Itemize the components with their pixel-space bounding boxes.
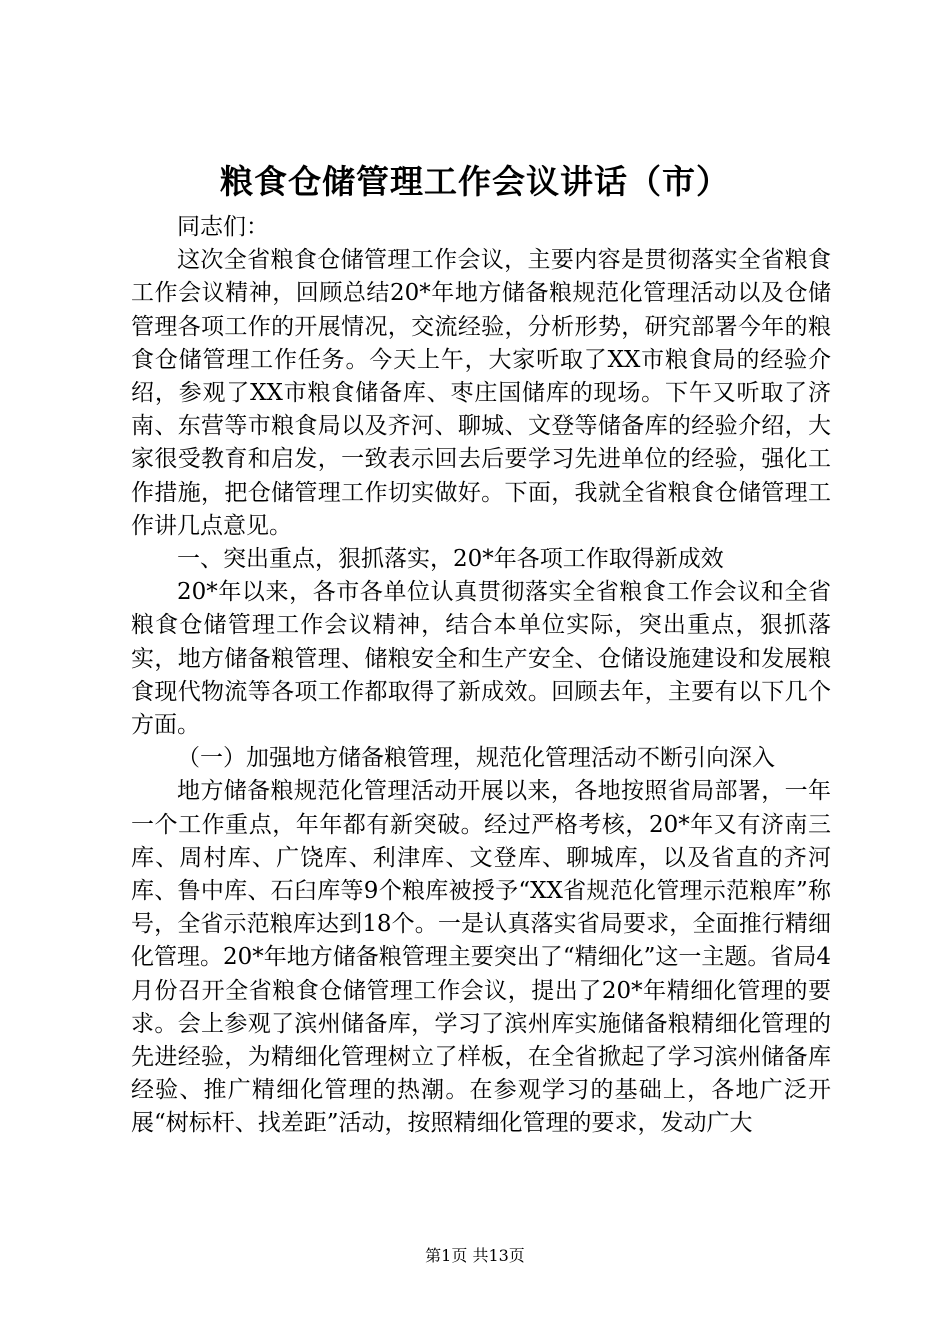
section-1-paragraph: 20*年以来，各市各单位认真贯彻落实全省粮食工作会议和全省粮食仓储管理工作会议精神，结合本单位实际，突出重点，狠抓落实，地方储备粮管理、储粮安全和生产安全、仓储设施建设和发展粮食现代物流等各项工作都取得了新成效。回顾去年，主要有以下几个方面。: [131, 579, 831, 739]
subsection-1-paragraph: 地方储备粮规范化管理活动开展以来，各地按照省局部署，一年一个工作重点，年年都有新突破。经过严格考核，20*年又有济南三库、周村库、广饶库、利津库、文登库、聊城库，以及省直的齐河库、鲁中库、石臼库等9个粮库被授予“XX省规范化管理示范粮库”称号，全省示范粮库达到18个。一是认真落实省局要求，全面推行精细化管理。20*年地方储备粮管理主要突出了“精细化”这一主题。省局4月份召开全省粮食仓储管理工作会议，提出了20*年精细化管理的要求。会上参观了滨州储备库，学习了滨州库实施储备粮精细化管理的先进经验，为精细化管理树立了样板，在全省掀起了学习滨州储备库经验、推广精细化管理的热潮。在参观学习的基础上，各地广泛开展“树标杆、找差距”活动，按照精细化管理的要求，发动广大: [131, 778, 831, 1137]
document-body: [131, 211, 831, 1141]
subsection-heading-1: （一）加强地方储备粮管理，规范化管理活动不断引向深入: [177, 745, 775, 772]
page-footer: 第1页 共13页: [425, 1246, 525, 1265]
section-heading-1: 一、突出重点，狠抓落实，20*年各项工作取得新成效: [177, 546, 724, 573]
salutation-paragraph: 同志们：: [177, 214, 269, 240]
document-title: 粮食仓储管理工作会议讲话（市）: [220, 162, 730, 201]
intro-paragraph: 这次全省粮食仓储管理工作会议，主要内容是贯彻落实全省粮食工作会议精神，回顾总结20*年地方储备粮规范化管理活动以及仓储管理各项工作的开展情况，交流经验，分析形势，研究部署今年的粮食仓储管理工作任务。今天上午，大家听取了XX市粮食局的经验介绍，参观了XX市粮食储备库、枣庄国储库的现场。下午又听取了济南、东营等市粮食局以及齐河、聊城、文登等储备库的经验介绍，大家很受教育和启发，一致表示回去后要学习先进单位的经验，强化工作措施，把仓储管理工作切实做好。下面，我就全省粮食仓储管理工作讲几点意见。: [131, 247, 831, 539]
